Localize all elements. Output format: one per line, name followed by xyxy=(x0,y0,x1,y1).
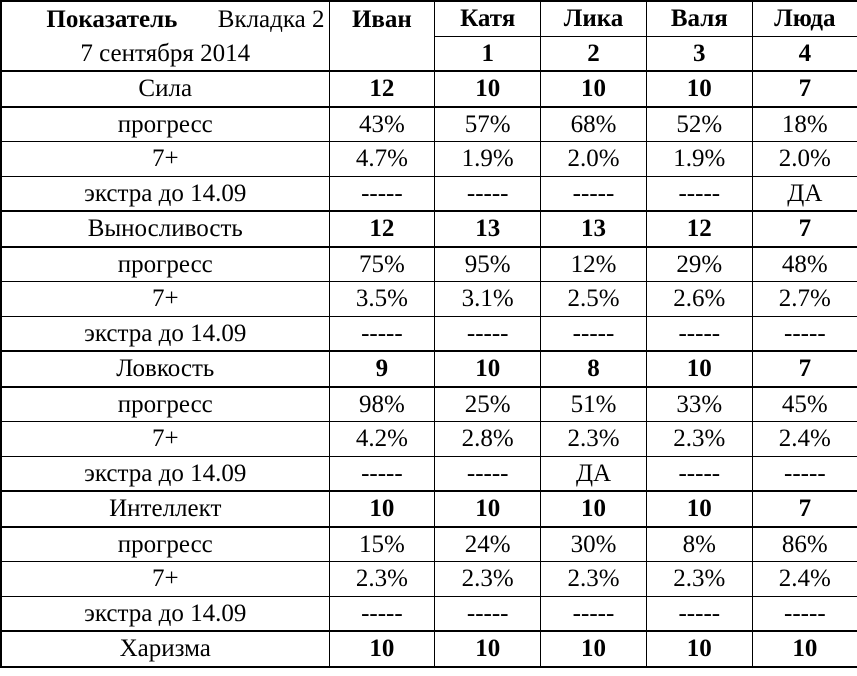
metric-value: 45% xyxy=(752,387,857,422)
category-value: 7 xyxy=(752,211,857,247)
metric-value: ----- xyxy=(435,456,541,491)
metric-value: 24% xyxy=(435,527,541,562)
person-name: Иван xyxy=(329,1,435,36)
metric-value: ----- xyxy=(541,176,647,211)
metric-value: 25% xyxy=(435,387,541,422)
metric-value: 2.3% xyxy=(646,422,752,457)
metric-value: 2.3% xyxy=(646,562,752,597)
metric-value: 98% xyxy=(329,387,435,422)
category-row xyxy=(1,71,857,107)
metric-row xyxy=(1,316,857,351)
tab-label: Вкладка 2 xyxy=(217,5,325,33)
person-number: 2 xyxy=(541,36,647,71)
metric-row xyxy=(1,247,857,282)
metric-label: 7+ xyxy=(1,142,329,177)
metric-label: 7+ xyxy=(1,422,329,457)
indicator-label: Показатель xyxy=(46,5,178,33)
category-value: 10 xyxy=(435,491,541,527)
header-row-names xyxy=(1,1,857,36)
header-row-numbers xyxy=(1,36,857,71)
metric-value: 4.7% xyxy=(329,142,435,177)
metric-row xyxy=(1,456,857,491)
metric-value: 29% xyxy=(646,247,752,282)
category-value: 13 xyxy=(541,211,647,247)
metric-value: 8% xyxy=(646,527,752,562)
metric-value: ----- xyxy=(435,176,541,211)
category-value: 7 xyxy=(752,71,857,107)
category-name: Харизма xyxy=(1,631,329,667)
metric-row xyxy=(1,176,857,211)
metric-value: ----- xyxy=(541,596,647,631)
category-value: 10 xyxy=(752,631,857,667)
category-value: 10 xyxy=(646,71,752,107)
metric-value: 2.6% xyxy=(646,282,752,317)
category-value: 10 xyxy=(646,351,752,387)
metric-value: 2.8% xyxy=(435,422,541,457)
header-label-cell xyxy=(1,1,329,36)
person-name: Катя xyxy=(435,1,541,36)
category-value: 13 xyxy=(435,211,541,247)
person-number: 4 xyxy=(752,36,857,71)
metric-value: ДА xyxy=(752,176,857,211)
person-name: Лика xyxy=(541,1,647,36)
metric-value: 2.3% xyxy=(541,562,647,597)
metric-value: ----- xyxy=(541,316,647,351)
category-name: Выносливость xyxy=(1,211,329,247)
metric-value: ----- xyxy=(646,316,752,351)
metric-value: 95% xyxy=(435,247,541,282)
metric-label: экстра до 14.09 xyxy=(1,596,329,631)
category-value: 10 xyxy=(329,631,435,667)
metric-value: 3.5% xyxy=(329,282,435,317)
metric-value: 86% xyxy=(752,527,857,562)
metric-row xyxy=(1,422,857,457)
metric-value: 33% xyxy=(646,387,752,422)
metric-label: прогресс xyxy=(1,527,329,562)
metric-value: 2.4% xyxy=(752,562,857,597)
metric-value: 51% xyxy=(541,387,647,422)
metric-value: ДА xyxy=(541,456,647,491)
person-name: Валя xyxy=(646,1,752,36)
metric-value: 2.5% xyxy=(541,282,647,317)
metric-label: экстра до 14.09 xyxy=(1,176,329,211)
category-row xyxy=(1,351,857,387)
metric-label: прогресс xyxy=(1,387,329,422)
category-row xyxy=(1,211,857,247)
metric-value: ----- xyxy=(329,176,435,211)
person-number: 3 xyxy=(646,36,752,71)
metric-value: 2.7% xyxy=(752,282,857,317)
category-value: 8 xyxy=(541,351,647,387)
metric-row xyxy=(1,387,857,422)
stats-table-body xyxy=(1,1,857,667)
metric-label: экстра до 14.09 xyxy=(1,456,329,491)
metric-row xyxy=(1,527,857,562)
category-value: 12 xyxy=(329,71,435,107)
metric-value: 48% xyxy=(752,247,857,282)
metric-value: ----- xyxy=(329,316,435,351)
metric-value: ----- xyxy=(435,596,541,631)
metric-label: 7+ xyxy=(1,282,329,317)
metric-value: ----- xyxy=(646,596,752,631)
category-value: 12 xyxy=(329,211,435,247)
metric-row xyxy=(1,107,857,142)
category-value: 10 xyxy=(541,631,647,667)
metric-value: 30% xyxy=(541,527,647,562)
category-value: 10 xyxy=(435,351,541,387)
category-value: 10 xyxy=(541,71,647,107)
metric-row xyxy=(1,142,857,177)
metric-value: 52% xyxy=(646,107,752,142)
category-name: Ловкость xyxy=(1,351,329,387)
metric-label: экстра до 14.09 xyxy=(1,316,329,351)
category-row xyxy=(1,631,857,667)
metric-value: 1.9% xyxy=(646,142,752,177)
metric-value: 2.3% xyxy=(329,562,435,597)
metric-label: прогресс xyxy=(1,247,329,282)
metric-value: ----- xyxy=(752,456,857,491)
metric-value: 2.0% xyxy=(541,142,647,177)
category-value: 10 xyxy=(435,631,541,667)
metric-value: 1.9% xyxy=(435,142,541,177)
metric-value: 15% xyxy=(329,527,435,562)
metric-row xyxy=(1,596,857,631)
metric-value: 68% xyxy=(541,107,647,142)
person-number xyxy=(329,36,435,71)
category-value: 9 xyxy=(329,351,435,387)
category-name: Интеллект xyxy=(1,491,329,527)
metric-value: 2.3% xyxy=(435,562,541,597)
category-value: 10 xyxy=(646,491,752,527)
metric-value: 2.3% xyxy=(541,422,647,457)
metric-value: ----- xyxy=(329,596,435,631)
category-row xyxy=(1,491,857,527)
metric-row xyxy=(1,282,857,317)
category-value: 7 xyxy=(752,351,857,387)
category-value: 7 xyxy=(752,491,857,527)
metric-value: 57% xyxy=(435,107,541,142)
metric-value: 12% xyxy=(541,247,647,282)
category-value: 12 xyxy=(646,211,752,247)
metric-value: 3.1% xyxy=(435,282,541,317)
metric-row xyxy=(1,562,857,597)
date-label: 7 сентября 2014 xyxy=(1,36,329,71)
metric-value: 43% xyxy=(329,107,435,142)
metric-label: прогресс xyxy=(1,107,329,142)
metric-label: 7+ xyxy=(1,562,329,597)
category-name: Сила xyxy=(1,71,329,107)
metric-value: ----- xyxy=(646,456,752,491)
category-value: 10 xyxy=(646,631,752,667)
metric-value: ----- xyxy=(329,456,435,491)
metric-value: ----- xyxy=(752,596,857,631)
metric-value: 2.4% xyxy=(752,422,857,457)
person-number: 1 xyxy=(435,36,541,71)
metric-value: ----- xyxy=(752,316,857,351)
category-value: 10 xyxy=(541,491,647,527)
metric-value: 75% xyxy=(329,247,435,282)
category-value: 10 xyxy=(435,71,541,107)
metric-value: 4.2% xyxy=(329,422,435,457)
person-name: Люда xyxy=(752,1,857,36)
metric-value: ----- xyxy=(646,176,752,211)
category-value: 10 xyxy=(329,491,435,527)
metric-value: 18% xyxy=(752,107,857,142)
metric-value: 2.0% xyxy=(752,142,857,177)
metric-value: ----- xyxy=(435,316,541,351)
